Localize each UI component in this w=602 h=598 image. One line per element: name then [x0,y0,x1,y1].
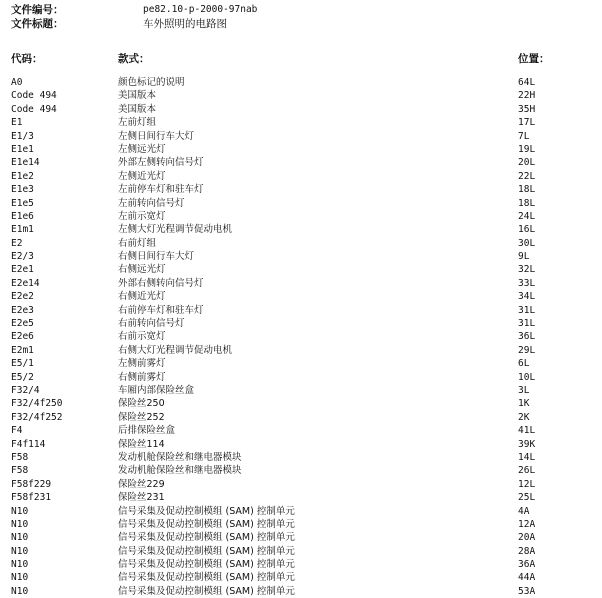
component-code: E1e2 [11,170,34,182]
list-item [0,76,602,89]
component-position: 17L [518,117,536,129]
component-position: 32L [518,264,536,276]
list-item [0,304,602,317]
component-name: 信号采集及促动控制模组 (SAM) 控制单元 [118,585,295,597]
component-position: 35H [518,103,536,115]
component-code: N10 [11,532,29,544]
component-name: 信号采集及促动控制模组 (SAM) 控制单元 [118,559,295,571]
component-code: F58 [11,451,29,463]
component-code: E1 [11,117,23,129]
list-item [0,424,602,437]
list-item [0,558,602,571]
list-item [0,210,602,223]
list-item [0,518,602,531]
component-position: 3L [518,384,530,396]
list-item [0,277,602,290]
list-item [0,223,602,236]
component-code: E1e3 [11,184,34,196]
list-item [0,438,602,451]
component-name: 左前示宽灯 [118,210,166,222]
list-item [0,89,602,102]
component-name: 信号采集及促动控制模组 (SAM) 控制单元 [118,518,295,530]
component-position: 64L [518,77,536,88]
component-code: E5/1 [11,358,34,370]
list-item [0,357,602,370]
list-item [0,344,602,357]
component-position: 12L [518,478,536,490]
component-position: 16L [518,224,536,236]
component-position: 19L [518,143,536,155]
component-position: 18L [518,184,536,196]
component-code: E2e3 [11,304,34,316]
component-position: 9L [518,251,530,263]
component-name: 左前转向信号灯 [118,197,185,209]
component-position: 10L [518,371,536,383]
component-code: E1/3 [11,130,34,142]
component-code: E1e1 [11,143,34,155]
list-item [0,571,602,584]
component-name: 保险丝231 [118,492,165,504]
component-code: N10 [11,545,29,557]
doc-title-label: 文件标题： [11,18,64,30]
list-item [0,505,602,518]
component-position: 18L [518,197,536,209]
list-item [0,384,602,397]
component-name: 保险丝252 [118,411,165,423]
component-code: E2e6 [11,331,34,343]
component-name: 保险丝114 [118,438,165,450]
component-position: 39K [518,438,536,450]
list-item [0,317,602,330]
list-item [0,263,602,276]
component-name: 外部左侧转向信号灯 [118,157,204,169]
list-item [0,330,602,343]
component-position: 31L [518,318,536,330]
component-position: 20L [518,157,536,169]
component-code: E1e5 [11,197,34,209]
component-name: 左前停车灯和驻车灯 [118,184,204,196]
list-item [0,531,602,544]
component-name: 信号采集及促动控制模组 (SAM) 控制单元 [118,572,295,584]
component-code: E5/2 [11,371,34,383]
component-position: 53A [518,585,536,597]
component-code: N10 [11,585,29,597]
list-item [0,464,602,477]
component-name: 保险丝229 [118,478,165,490]
component-name: 保险丝250 [118,398,165,410]
component-position: 29L [518,344,536,356]
component-name: 外部右侧转向信号灯 [118,277,204,289]
list-item [0,103,602,116]
component-position: 12A [518,518,536,530]
component-code: E1e6 [11,210,34,222]
component-name: 左侧前雾灯 [118,358,166,370]
component-name: 右侧近光灯 [118,291,166,303]
component-code: E2e5 [11,318,34,330]
component-name: 信号采集及促动控制模组 (SAM) 控制单元 [118,505,295,517]
list-item [0,170,602,183]
component-position: 44A [518,572,536,584]
component-code: F58f229 [11,478,52,490]
component-code: Code 494 [11,90,57,102]
component-position: 22H [518,90,536,102]
component-code: N10 [11,518,29,530]
list-item [0,143,602,156]
component-position: 2K [518,411,530,423]
list-item [0,585,602,598]
list-item [0,250,602,263]
component-code: N10 [11,505,29,517]
component-code: E2/3 [11,251,34,263]
component-code: F58f231 [11,492,52,504]
doc-title-value: 车外照明的电路图 [143,18,227,30]
component-name: 右前示宽灯 [118,331,166,343]
component-position: 41L [518,425,536,437]
component-code: E2e14 [11,277,40,289]
list-item [0,545,602,558]
list-item [0,156,602,169]
component-position: 34L [518,291,536,303]
component-code: E1m1 [11,224,34,236]
component-code: F32/4f252 [11,411,63,423]
list-item [0,116,602,129]
component-position: 30L [518,237,536,249]
component-name: 发动机舱保险丝和继电器模块 [118,465,242,477]
component-position: 6L [518,358,530,370]
component-position: 14L [518,451,536,463]
component-code: Code 494 [11,103,57,115]
component-position: 36A [518,559,536,571]
component-code: F58 [11,465,29,477]
component-code: F32/4 [11,384,40,396]
component-code: F4f114 [11,438,46,450]
component-name: 信号采集及促动控制模组 (SAM) 控制单元 [118,545,295,557]
component-position: 31L [518,304,536,316]
list-item [0,411,602,424]
component-code: F32/4f250 [11,398,63,410]
component-position: 26L [518,465,536,477]
component-list [0,76,602,598]
component-position: 1K [518,398,530,410]
component-name: 左侧大灯光程调节促动电机 [118,224,233,236]
component-position: 36L [518,331,536,343]
component-name: 颜色标记的说明 [118,77,185,88]
component-name: 左前灯组 [118,117,157,129]
name-column-header: 款式： [118,53,150,65]
component-position: 24L [518,210,536,222]
component-name: 美国版本 [118,90,157,102]
component-name: 右侧前雾灯 [118,371,166,383]
component-name: 右侧大灯光程调节促动电机 [118,344,233,356]
list-item [0,237,602,250]
component-position: 4A [518,505,530,517]
list-item [0,183,602,196]
component-code: N10 [11,559,29,571]
component-name: 美国版本 [118,103,157,115]
component-name: 发动机舱保险丝和继电器模块 [118,451,242,463]
component-name: 右侧日间行车大灯 [118,251,195,263]
component-name: 左侧日间行车大灯 [118,130,195,142]
component-code: E2e1 [11,264,34,276]
component-code: E2 [11,237,23,249]
component-name: 信号采集及促动控制模组 (SAM) 控制单元 [118,532,295,544]
component-position: 28A [518,545,536,557]
code-column-header: 代码： [11,53,43,65]
position-column-header: 位置： [518,53,550,65]
component-code: E2e2 [11,291,34,303]
doc-number-label: 文件编号： [11,4,64,16]
component-code: F4 [11,425,23,437]
component-name: 右前转向信号灯 [118,318,185,330]
component-code: E1e14 [11,157,40,169]
list-item [0,371,602,384]
component-code: A0 [11,77,23,88]
list-item [0,197,602,210]
list-item [0,290,602,303]
component-position: 25L [518,492,536,504]
component-position: 22L [518,170,536,182]
component-name: 车厢内部保险丝盒 [118,384,195,396]
component-position: 7L [518,130,530,142]
component-name: 后排保险丝盒 [118,425,176,437]
component-name: 右前停车灯和驻车灯 [118,304,204,316]
component-position: 33L [518,277,536,289]
list-item [0,451,602,464]
component-name: 左侧远光灯 [118,143,166,155]
component-code: N10 [11,572,29,584]
component-name: 左侧近光灯 [118,170,166,182]
component-name: 右侧远光灯 [118,264,166,276]
component-code: E2m1 [11,344,34,356]
doc-number-value: pe82.10-p-2000-97nab [143,4,258,15]
component-name: 右前灯组 [118,237,157,249]
list-item [0,478,602,491]
component-position: 20A [518,532,536,544]
list-item [0,397,602,410]
list-item [0,130,602,143]
list-item [0,491,602,504]
